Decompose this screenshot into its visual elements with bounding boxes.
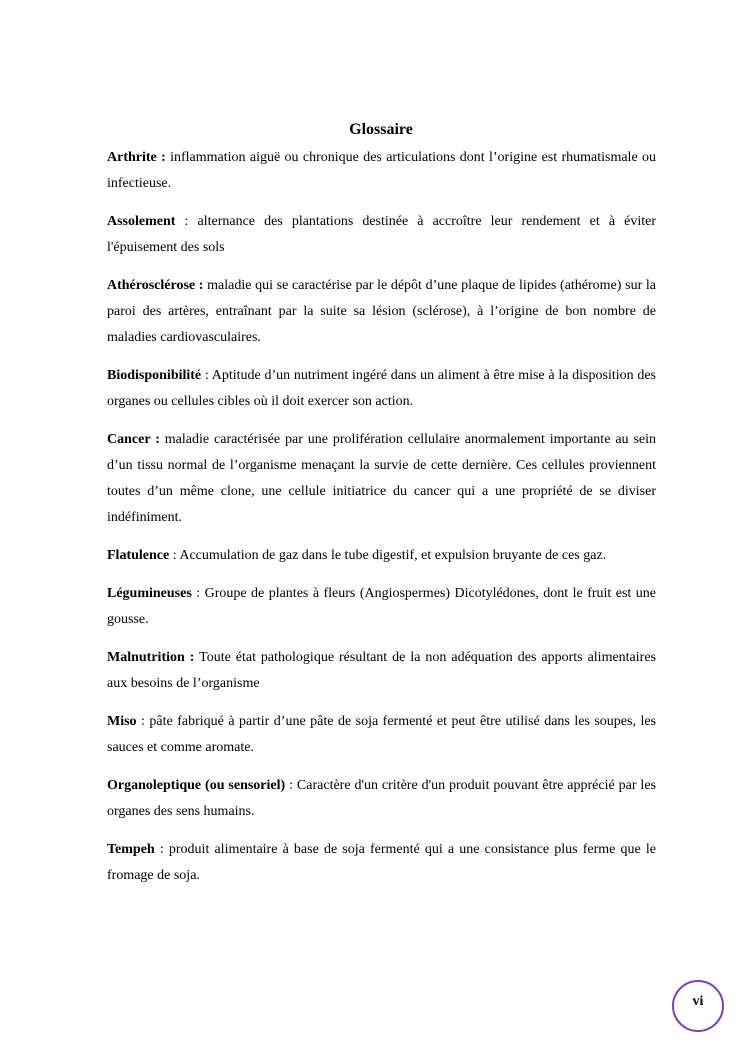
glossary-definition: : Aptitude d’un nutriment ingéré dans un aliment à être mise à la disposition des organes ou cellules cibles où il doit exercer son action. [107,368,656,409]
glossary-entry-malnutrition [107,645,656,697]
page-title: Glossaire [349,121,413,138]
glossary-entry-organoleptique [107,773,656,825]
glossary-term: Arthrite : [107,150,166,165]
glossary-list [107,145,656,901]
glossary-definition: Toute état pathologique résultant de la non adéquation des apports alimentaires aux besoins de l’organisme [107,650,656,691]
glossary-term: Cancer : [107,432,160,447]
glossary-term: Légumineuses [107,586,192,601]
glossary-entry-tempeh [107,837,656,889]
glossary-term: Assolement [107,214,176,229]
glossary-entry-assolement [107,209,656,261]
glossary-definition: : Caractère d'un critère d'un produit pouvant être apprécié par les organes des sens humains. [107,778,656,819]
glossary-definition: : alternance des plantations destinée à accroître leur rendement et à éviter l'épuisement des sols [107,214,656,255]
glossary-definition: maladie caractérisée par une prolifération cellulaire anormalement importante au sein d’un tissu normal de l’organisme menaçant la survie de cette dernière. Ces cellules proviennent toutes d’un même clone, une cellule initiatrice du cancer qui a une propriété de se diviser indéfiniment. [107,432,656,525]
glossary-definition: inflammation aiguë ou chronique des articulations dont l’origine est rhumatismale ou infectieuse. [107,150,656,191]
page-number-badge [672,980,724,1032]
glossary-entry-legumineuses [107,581,656,633]
page-number: vi [692,994,704,1009]
glossary-term: Tempeh [107,842,155,857]
glossary-term: Malnutrition : [107,650,195,665]
glossary-definition: maladie qui se caractérise par le dépôt d’une plaque de lipides (athérome) sur la paroi des artères, entraînant par la suite sa lésion (sclérose), à l’origine de bon nombre de maladies cardiovasculaires. [107,278,657,345]
glossary-term: Miso [107,714,137,729]
glossary-entry-cancer [107,427,656,531]
glossary-definition: : produit alimentaire à base de soja fermenté qui a une consistance plus ferme que le fromage de soja. [107,842,656,883]
glossary-entry-flatulence [107,543,656,569]
glossary-entry-arthrite [107,145,656,197]
glossary-term: Athérosclérose : [107,278,204,293]
glossary-definition: : pâte fabriqué à partir d’une pâte de soja fermenté et peut être utilisé dans les soupes, les sauces et comme aromate. [107,714,656,755]
glossary-entry-atherosclerose [107,273,656,351]
glossary-term: Flatulence [107,548,170,563]
glossary-entry-miso [107,709,656,761]
glossary-definition: : Groupe de plantes à fleurs (Angiospermes) Dicotylédones, dont le fruit est une gousse. [107,586,656,627]
glossary-term: Biodisponibilité [107,368,202,383]
glossary-definition: : Accumulation de gaz dans le tube digestif, et expulsion bruyante de ces gaz. [169,548,607,563]
glossary-term: Organoleptique (ou sensoriel) [107,778,286,793]
glossary-entry-biodisponibilite [107,363,656,415]
